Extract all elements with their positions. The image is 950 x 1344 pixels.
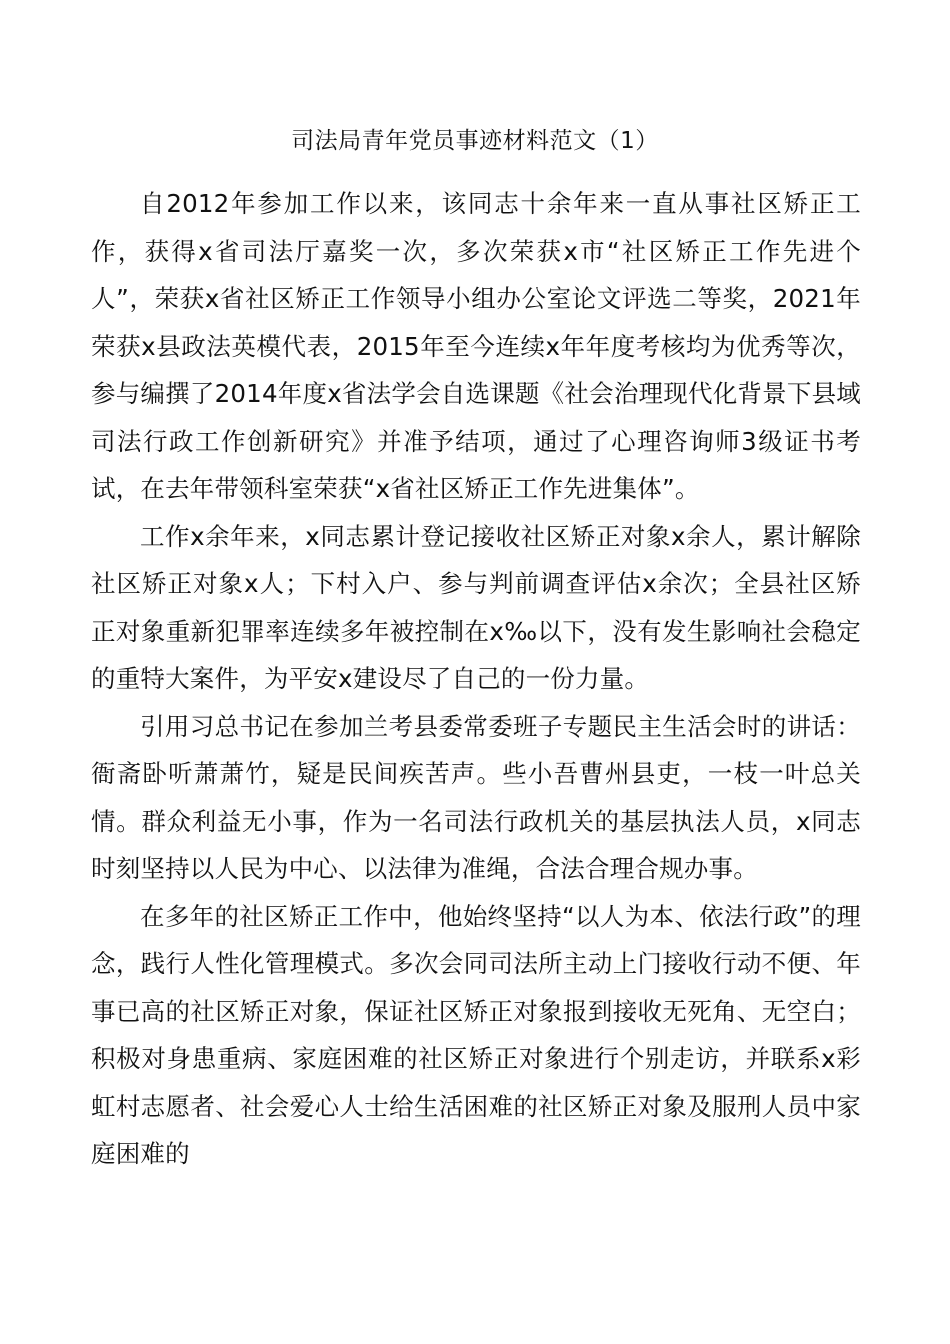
document-body bbox=[91, 180, 861, 1178]
paragraph-4: 在多年的社区矫正工作中，他始终坚持“以人为本、依法行政”的理念，践行人性化管理模式。多次会同司法所主动上门接收行动不便、年事已高的社区矫正对象，保证社区矫正对象报到接收无死角、无空白；积极对身患重病、家庭困难的社区矫正对象进行个别走访，并联系x彩虹村志愿者、社会爱心人士给生活困难的社区矫正对象及服刑人员中家庭困难的 bbox=[91, 901, 861, 1168]
paragraph-1: 自2012年参加工作以来，该同志十余年来一直从事社区矫正工作，获得x省司法厅嘉奖一次，多次荣获x市“社区矫正工作先进个人”，荣获x省社区矫正工作领导小组办公室论文评选二等奖，2021年荣获x县政法英模代表，2015年至今连续x年年度考核均为优秀等次，参与编撰了2014年度x省法学会自选课题《社会治理现代化背景下县域司法行政工作创新研究》并准予结项，通过了心理咨询师3级证书考试，在去年带领科室荣获“x省社区矫正工作先进集体”。 bbox=[91, 189, 861, 503]
paragraph-2: 工作x余年来，x同志累计登记接收社区矫正对象x余人，累计解除社区矫正对象x人；下村入户、参与判前调查评估x余次；全县社区矫正对象重新犯罪率连续多年被控制在x‰以下，没有发生影响社会稳定的重特大案件，为平安x建设尽了自己的一份力量。 bbox=[91, 521, 861, 693]
paragraph-3: 引用习总书记在参加兰考县委常委班子专题民主生活会时的讲话：衙斋卧听萧萧竹，疑是民间疾苦声。些小吾曹州县吏，一枝一叶总关情。群众利益无小事，作为一名司法行政机关的基层执法人员，x同志时刻坚持以人民为中心、以法律为准绳，合法合理合规办事。 bbox=[91, 711, 861, 883]
document-title: 司法局青年党员事迹材料范文（1） bbox=[291, 128, 659, 154]
